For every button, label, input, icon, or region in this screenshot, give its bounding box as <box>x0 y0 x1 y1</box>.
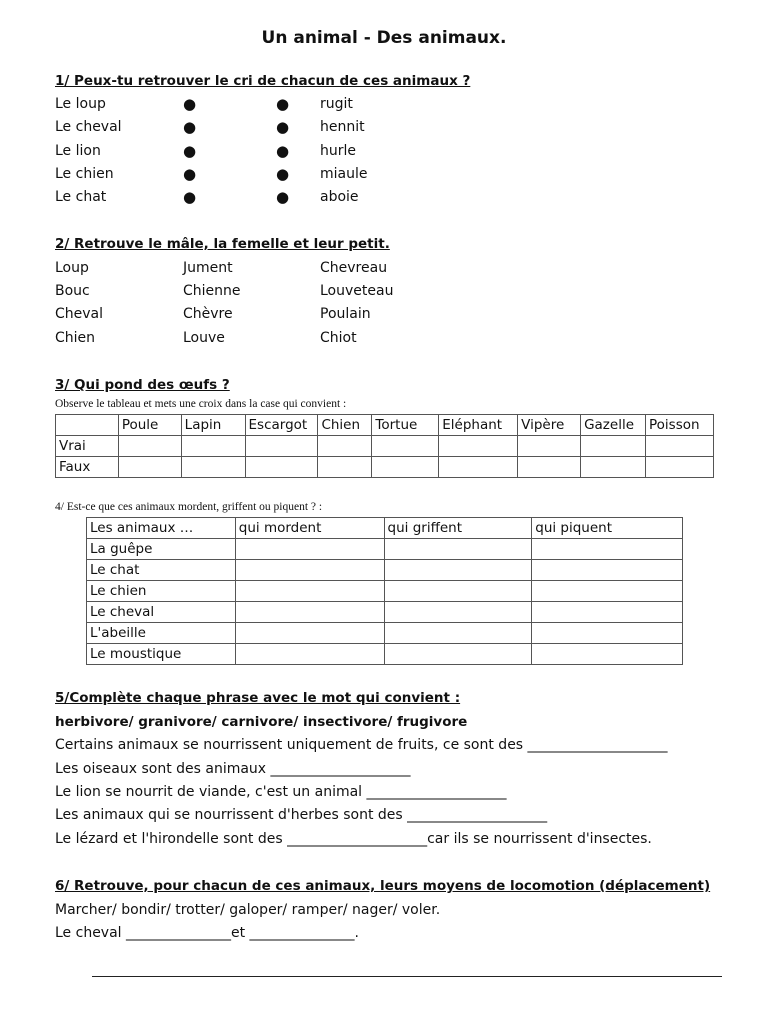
cry-item: miaule <box>320 166 368 182</box>
section-6-word-list: Marcher/ bondir/ trotter/ galoper/ ramper/ nager/ voler. <box>55 902 441 918</box>
column-header: qui piquent <box>532 518 683 539</box>
column-header: Poisson <box>646 415 714 436</box>
dot-marker[interactable]: ● <box>183 188 197 206</box>
column-header: Chien <box>318 415 372 436</box>
dot-marker[interactable]: ● <box>276 118 290 136</box>
section-3-heading: 3/ Qui pond des œufs ? <box>55 377 230 393</box>
cry-item: aboie <box>320 189 359 205</box>
row-header: Le chat <box>87 560 236 581</box>
word-item: Chien <box>55 330 96 346</box>
row-header: L'abeille <box>87 623 236 644</box>
fill-sentence: Le lézard et l'hirondelle sont des ____________________car ils se nourrissent d'insectes. <box>55 831 652 847</box>
answer-cell[interactable] <box>439 436 518 457</box>
table-row <box>87 560 683 581</box>
bite-header-row <box>87 518 683 539</box>
answer-cell[interactable] <box>384 644 532 665</box>
word-item: Louveteau <box>320 283 394 299</box>
cry-item: hurle <box>320 143 357 159</box>
answer-cell[interactable] <box>581 457 646 478</box>
answer-cell[interactable] <box>235 623 384 644</box>
row-header: Le moustique <box>87 644 236 665</box>
dot-marker[interactable]: ● <box>276 188 290 206</box>
column-header: Poule <box>118 415 181 436</box>
word-item: Bouc <box>55 283 90 299</box>
answer-cell[interactable] <box>384 602 532 623</box>
eggs-header-row <box>56 415 714 436</box>
answer-cell[interactable] <box>532 644 683 665</box>
animal-item: Le lion <box>55 143 101 159</box>
word-item: Loup <box>55 260 89 276</box>
answer-cell[interactable] <box>318 457 372 478</box>
animal-item: Le chat <box>55 189 107 205</box>
answer-cell[interactable] <box>235 602 384 623</box>
answer-cell[interactable] <box>518 457 581 478</box>
answer-cell[interactable] <box>581 436 646 457</box>
column-header: Les animaux … <box>87 518 236 539</box>
row-header: Le chien <box>87 581 236 602</box>
table-row <box>87 581 683 602</box>
animal-item: Le loup <box>55 96 106 112</box>
animal-item: Le chien <box>55 166 114 182</box>
section-1-heading: 1/ Peux-tu retrouver le cri de chacun de ces animaux ? <box>55 73 471 89</box>
answer-cell[interactable] <box>646 457 714 478</box>
page-title: Un animal - Des animaux. <box>261 28 507 48</box>
answer-cell[interactable] <box>235 539 384 560</box>
fill-sentence: Le cheval _______________et _______________. <box>55 925 360 941</box>
column-header: Escargot <box>245 415 318 436</box>
answer-cell[interactable] <box>318 436 372 457</box>
answer-line <box>92 976 722 977</box>
section-2-heading: 2/ Retrouve le mâle, la femelle et leur petit. <box>55 236 390 252</box>
cry-item: rugit <box>320 96 353 112</box>
column-header: qui mordent <box>235 518 384 539</box>
answer-cell[interactable] <box>384 623 532 644</box>
dot-marker[interactable]: ● <box>183 165 197 183</box>
answer-cell[interactable] <box>518 436 581 457</box>
answer-cell[interactable] <box>646 436 714 457</box>
table-row <box>87 644 683 665</box>
dot-marker[interactable]: ● <box>183 142 197 160</box>
section-6-heading: 6/ Retrouve, pour chacun de ces animaux, leurs moyens de locomotion (déplacement) <box>55 878 711 894</box>
answer-cell[interactable] <box>439 457 518 478</box>
table-row <box>56 457 714 478</box>
answer-cell[interactable] <box>118 436 181 457</box>
word-item: Jument <box>183 260 233 276</box>
section-5-word-list: herbivore/ granivore/ carnivore/ insectivore/ frugivore <box>55 714 468 730</box>
word-item: Chevreau <box>320 260 388 276</box>
dot-marker[interactable]: ● <box>276 95 290 113</box>
eggs-table <box>55 414 714 478</box>
row-header: La guêpe <box>87 539 236 560</box>
word-item: Chiot <box>320 330 357 346</box>
word-item: Louve <box>183 330 225 346</box>
empty-cell <box>56 415 119 436</box>
dot-marker[interactable]: ● <box>183 95 197 113</box>
answer-cell[interactable] <box>245 457 318 478</box>
table-row <box>87 539 683 560</box>
table-row <box>87 623 683 644</box>
answer-cell[interactable] <box>532 560 683 581</box>
fill-sentence: Le lion se nourrit de viande, c'est un animal ____________________ <box>55 784 507 800</box>
dot-marker[interactable]: ● <box>276 165 290 183</box>
answer-cell[interactable] <box>235 581 384 602</box>
fill-sentence: Les animaux qui se nourrissent d'herbes sont des ____________________ <box>55 807 548 823</box>
animal-item: Le cheval <box>55 119 122 135</box>
answer-cell[interactable] <box>532 539 683 560</box>
dot-marker[interactable]: ● <box>183 118 197 136</box>
answer-cell[interactable] <box>532 581 683 602</box>
answer-cell[interactable] <box>181 457 245 478</box>
column-header: Lapin <box>181 415 245 436</box>
row-header: Faux <box>56 457 119 478</box>
answer-cell[interactable] <box>372 457 439 478</box>
word-item: Poulain <box>320 306 371 322</box>
answer-cell[interactable] <box>532 602 683 623</box>
dot-marker[interactable]: ● <box>276 142 290 160</box>
fill-sentence: Certains animaux se nourrissent uniquement de fruits, ce sont des ____________________ <box>55 737 668 753</box>
section-5-heading: 5/Complète chaque phrase avec le mot qui convient : <box>55 690 461 706</box>
answer-cell[interactable] <box>384 581 532 602</box>
answer-cell[interactable] <box>235 560 384 581</box>
word-item: Chienne <box>183 283 241 299</box>
table-row <box>56 436 714 457</box>
column-header: Vipère <box>518 415 581 436</box>
row-header: Le cheval <box>87 602 236 623</box>
cry-item: hennit <box>320 119 365 135</box>
row-header: Vrai <box>56 436 119 457</box>
fill-sentence: Les oiseaux sont des animaux ____________________ <box>55 761 411 777</box>
word-item: Chèvre <box>183 306 233 322</box>
answer-cell[interactable] <box>118 457 181 478</box>
section-4-heading: 4/ Est-ce que ces animaux mordent, griffent ou piquent ? : <box>55 501 323 513</box>
answer-cell[interactable] <box>181 436 245 457</box>
column-header: qui griffent <box>384 518 532 539</box>
bite-table <box>86 517 683 665</box>
answer-cell[interactable] <box>532 623 683 644</box>
answer-cell[interactable] <box>245 436 318 457</box>
column-header: Eléphant <box>439 415 518 436</box>
word-item: Cheval <box>55 306 104 322</box>
section-3-instruction: Observe le tableau et mets une croix dans la case qui convient : <box>55 398 347 410</box>
column-header: Gazelle <box>581 415 646 436</box>
table-row <box>87 602 683 623</box>
answer-cell[interactable] <box>384 539 532 560</box>
answer-cell[interactable] <box>372 436 439 457</box>
answer-cell[interactable] <box>384 560 532 581</box>
answer-cell[interactable] <box>235 644 384 665</box>
column-header: Tortue <box>372 415 439 436</box>
